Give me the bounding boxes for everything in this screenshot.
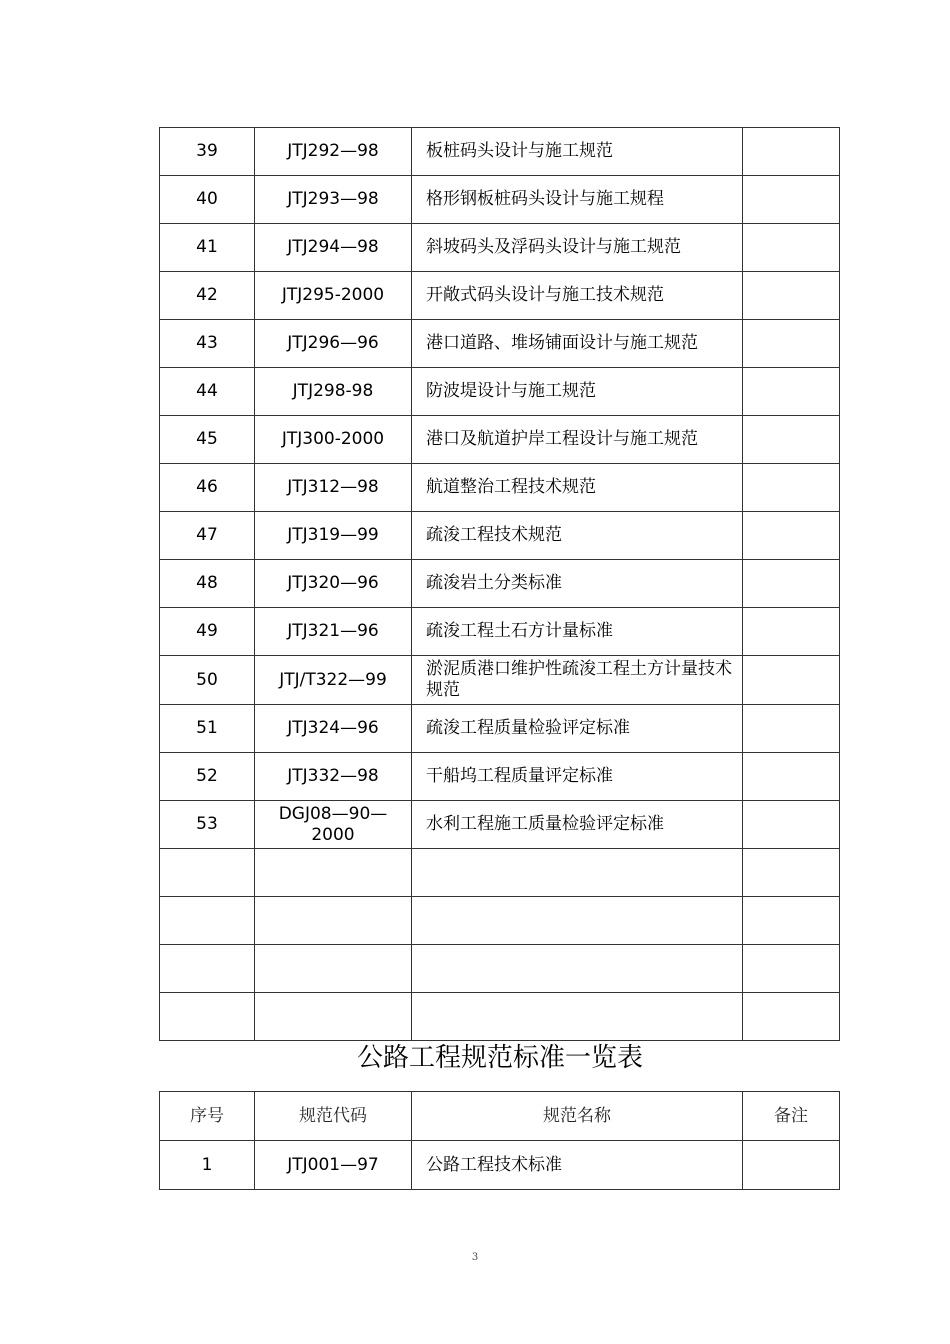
header-name: 规范名称: [412, 1092, 743, 1141]
remarks: [743, 656, 840, 705]
remarks: [743, 801, 840, 849]
remarks: [743, 560, 840, 608]
standard-code: DGJ08—90—2000: [255, 801, 412, 849]
table-row: [160, 801, 840, 849]
row-number: 39: [160, 128, 255, 176]
remarks: [743, 176, 840, 224]
remarks: [743, 368, 840, 416]
table-row: [160, 608, 840, 656]
standard-name: 疏浚工程质量检验评定标准: [412, 705, 743, 753]
row-number: 51: [160, 705, 255, 753]
remarks: [743, 464, 840, 512]
table-row: [160, 176, 840, 224]
row-number: 42: [160, 272, 255, 320]
remarks: [743, 512, 840, 560]
standard-code: [255, 897, 412, 945]
standard-name: 斜坡码头及浮码头设计与施工规范: [412, 224, 743, 272]
standard-name: [412, 897, 743, 945]
remarks: [743, 224, 840, 272]
standard-code: JTJ320—96: [255, 560, 412, 608]
header-code: 规范代码: [255, 1092, 412, 1141]
table-row: [160, 656, 840, 705]
table-row: [160, 368, 840, 416]
row-number: 46: [160, 464, 255, 512]
remarks: [743, 272, 840, 320]
row-number: 43: [160, 320, 255, 368]
remarks: [743, 320, 840, 368]
standard-name: 开敞式码头设计与施工技术规范: [412, 272, 743, 320]
standard-code: JTJ319—99: [255, 512, 412, 560]
table-row: [160, 705, 840, 753]
standard-code: JTJ292—98: [255, 128, 412, 176]
table-row: [160, 224, 840, 272]
standard-code: JTJ298-98: [255, 368, 412, 416]
standard-name: 公路工程技术标准: [412, 1141, 743, 1190]
row-number: 50: [160, 656, 255, 705]
standard-code: JTJ001—97: [255, 1141, 412, 1190]
row-number: [160, 897, 255, 945]
row-number: 1: [160, 1141, 255, 1190]
standard-name: 航道整治工程技术规范: [412, 464, 743, 512]
header-remarks: 备注: [743, 1092, 840, 1141]
row-number: 40: [160, 176, 255, 224]
row-number: 44: [160, 368, 255, 416]
standard-code: [255, 993, 412, 1041]
remarks: [743, 608, 840, 656]
standards-table-continued: [159, 127, 840, 1041]
standard-code: JTJ324—96: [255, 705, 412, 753]
standard-name: 干船坞工程质量评定标准: [412, 753, 743, 801]
header-number: 序号: [160, 1092, 255, 1141]
row-number: 41: [160, 224, 255, 272]
remarks: [743, 945, 840, 993]
standard-code: JTJ295-2000: [255, 272, 412, 320]
row-number: 45: [160, 416, 255, 464]
table-header-row: [160, 1092, 840, 1141]
table-row: [160, 128, 840, 176]
row-number: [160, 945, 255, 993]
standard-name: [412, 945, 743, 993]
page-title: 公路工程规范标准一览表: [356, 1043, 643, 1073]
row-number: 53: [160, 801, 255, 849]
row-number: [160, 993, 255, 1041]
table-row: [160, 320, 840, 368]
remarks: [743, 849, 840, 897]
standard-name: 港口及航道护岸工程设计与施工规范: [412, 416, 743, 464]
standard-code: JTJ293—98: [255, 176, 412, 224]
table-row: [160, 560, 840, 608]
standard-name: 淤泥质港口维护性疏浚工程土方计量技术规范: [412, 656, 743, 705]
standard-name: 格形钢板桩码头设计与施工规程: [412, 176, 743, 224]
standard-name: 防波堤设计与施工规范: [412, 368, 743, 416]
remarks: [743, 1141, 840, 1190]
row-number: [160, 849, 255, 897]
table-row: [160, 272, 840, 320]
page-number: 3: [471, 1252, 479, 1263]
standard-code: JTJ294—98: [255, 224, 412, 272]
row-number: 52: [160, 753, 255, 801]
table-row: [160, 416, 840, 464]
standard-code: JTJ300-2000: [255, 416, 412, 464]
standard-name: 港口道路、堆场铺面设计与施工规范: [412, 320, 743, 368]
standard-name: [412, 849, 743, 897]
table-row: [160, 753, 840, 801]
standard-name: [412, 993, 743, 1041]
table-row: [160, 945, 840, 993]
standard-code: JTJ321—96: [255, 608, 412, 656]
table-row: [160, 993, 840, 1041]
standard-code: [255, 945, 412, 993]
table-row: [160, 512, 840, 560]
remarks: [743, 753, 840, 801]
remarks: [743, 705, 840, 753]
standard-code: JTJ332—98: [255, 753, 412, 801]
remarks: [743, 993, 840, 1041]
standard-name: 疏浚工程土石方计量标准: [412, 608, 743, 656]
table-row: [160, 1141, 840, 1190]
table-row: [160, 464, 840, 512]
remarks: [743, 897, 840, 945]
row-number: 47: [160, 512, 255, 560]
standard-code: JTJ/T322—99: [255, 656, 412, 705]
standard-name: 疏浚岩土分类标准: [412, 560, 743, 608]
remarks: [743, 128, 840, 176]
highway-standards-table: [159, 1091, 840, 1190]
remarks: [743, 416, 840, 464]
standard-code: [255, 849, 412, 897]
standard-code: JTJ296—96: [255, 320, 412, 368]
standard-name: 水利工程施工质量检验评定标准: [412, 801, 743, 849]
standard-name: 板桩码头设计与施工规范: [412, 128, 743, 176]
row-number: 49: [160, 608, 255, 656]
standard-code: JTJ312—98: [255, 464, 412, 512]
table-row: [160, 897, 840, 945]
row-number: 48: [160, 560, 255, 608]
standard-name: 疏浚工程技术规范: [412, 512, 743, 560]
table-row: [160, 849, 840, 897]
